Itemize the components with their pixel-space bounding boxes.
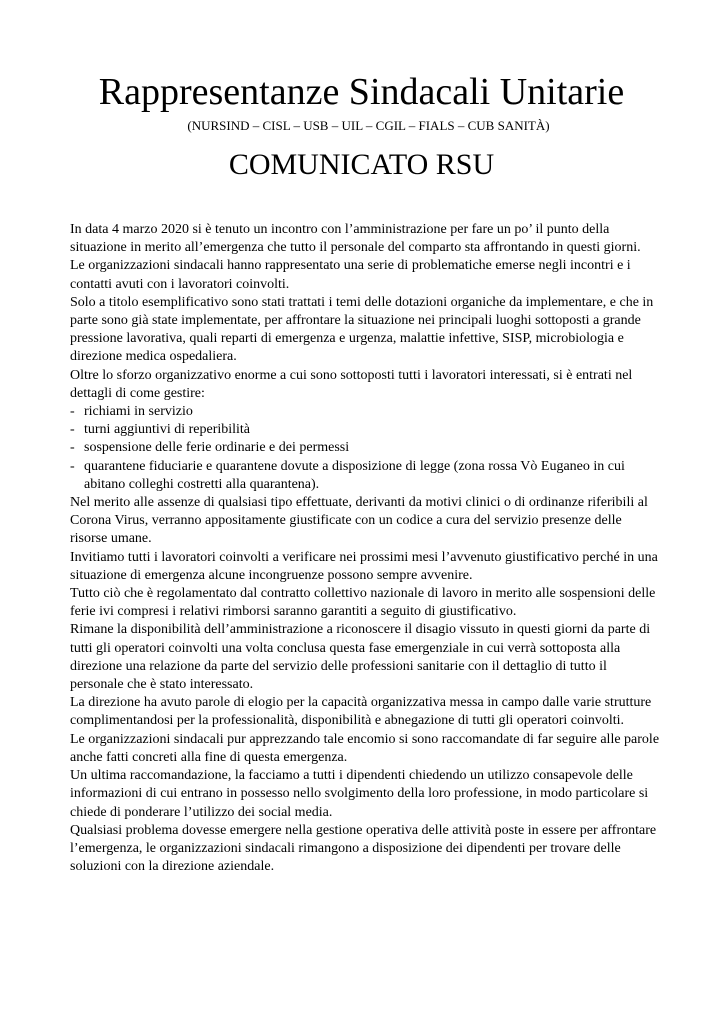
paragraph: Un ultima raccomandazione, la facciamo a tutti i dipendenti chiedendo un utilizzo consapevole delle informazioni di cui entrano in possesso nello svolgimento della loro professione, in modo particolare si chiede di ponderare l’utilizzo dei social media. — [70, 768, 649, 820]
communique-heading: COMUNICATO RSU — [228, 148, 495, 181]
paragraph: Rimane la disponibilità dell’amministrazione a riconoscere il disagio vissuto in questi giorni da parte di tutti gli operatori coinvolti una volta conclusa questa fase emergenziale in cui verrà sottoposta alla direzione una relazione da parte del servizio delle professioni sanitarie con il dettaglio di tutto il personale che è stato interessato. — [70, 622, 651, 693]
paragraph: Le organizzazioni sindacali hanno rappresentato una serie di problematiche emerse negli incontri e i contatti avuti con i lavoratori coinvolti. — [70, 258, 631, 292]
list-item: - turni aggiuntivi di reperibilità — [70, 421, 660, 439]
list-item: - quarantene fiduciarie e quarantene dovute a disposizione di legge (zona rossa Vò Euganeo in cui abitano colleghi costretti alla quarantena). — [70, 458, 660, 494]
paragraph: La direzione ha avuto parole di elogio per la capacità organizzativa messa in campo dalle varie strutture complimentandosi per la professionalità, disponibilità e abnegazione di tutti gli operatori coinvolti. — [70, 695, 652, 729]
paragraph: Tutto ciò che è regolamentato dal contratto collettivo nazionale di lavoro in merito alle sospensioni delle ferie ivi compresi i relativi rimborsi saranno garantiti a seguito di giustificativo. — [70, 586, 656, 620]
paragraph: Invitiamo tutti i lavoratori coinvolti a verificare nei prossimi mesi l’avvenuto giustificativo perché in una situazione di emergenza alcune incongruenze possono sempre avvenire. — [70, 549, 658, 583]
paragraph: In data 4 marzo 2020 si è tenuto un incontro con l’amministrazione per fare un po’ il punto della situazione in merito all’emergenza che tutto il personale del comparto sta affrontando in questi giorni. — [70, 222, 641, 256]
list-item: - sospensione delle ferie ordinarie e dei permessi — [70, 439, 660, 457]
paragraph: Qualsiasi problema dovesse emergere nella gestione operativa delle attività poste in essere per affrontare l’emergenza, le organizzazioni sindacali rimangono a disposizione dei dipendenti per trovare delle soluzioni con la direzione aziendale. — [70, 822, 657, 875]
document-body — [70, 221, 660, 876]
paragraph: Solo a titolo esemplificativo sono stati trattati i temi delle dotazioni organiche da implementare, e che in parte sono già state implementate, per affrontare la situazione nei principali luoghi sottoposti a grande pressione lavorativa, quali reparti di emergenza e urgenza, malattie infettive, SISP, microbiologia e direzione medica ospedaliera. — [70, 294, 654, 365]
paragraph: Le organizzazioni sindacali pur apprezzando tale encomio si sono raccomandate di far seguire alle parole anche fatti concreti alla fine di questa emergenza. — [70, 731, 660, 765]
document-title: Rappresentanze Sindacali Unitarie — [98, 71, 625, 113]
topics-list — [70, 403, 660, 494]
paragraph: Nel merito alle assenze di qualsiasi tipo effettuate, derivanti da motivi clinici o di ordinanze riferibili al Corona Virus, verranno appositamente giustificate con un codice a cura del servizio presenze delle risorse umane. — [70, 495, 648, 547]
paragraph: Oltre lo sforzo organizzativo enorme a cui sono sottoposti tutti i lavoratori interessati, si è entrati nel dettagli di come gestire: — [70, 367, 633, 401]
list-item: - richiami in servizio — [70, 403, 660, 421]
union-list-subtitle: (NURSIND – CISL – USB – UIL – CGIL – FIALS – CUB SANITÀ) — [187, 118, 550, 133]
